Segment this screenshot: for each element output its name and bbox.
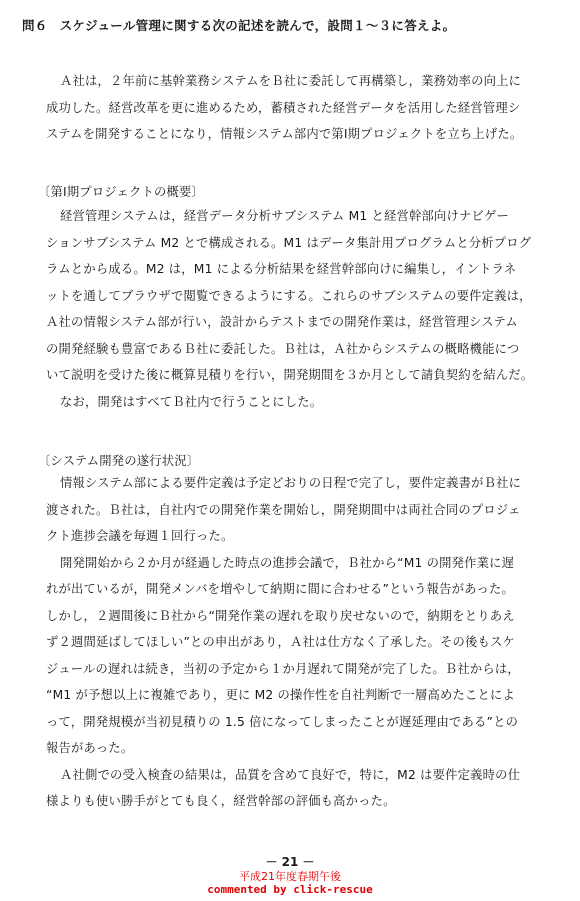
question-title	[22, 16, 455, 34]
intro-line: Ａ社は，２年前に基幹業務システムをＢ社に委託して再構築し，業務効率の向上に	[60, 74, 522, 88]
intro-line: 成功した。経営改革を更に進めるため，蓄積された経営データを活用した経営管理シ	[46, 100, 521, 115]
exam-label: 平成21年度春期午後	[239, 870, 341, 883]
overview-line: ションサブシステム M2 とで構成される。M1 はデータ集計用プログラムと分析プログ	[46, 235, 532, 250]
status-line: ず２週間延ばしてほしい”との申出があり，Ａ社は仕方なく了承した。その後もスケ	[46, 635, 515, 649]
status-line: Ａ社側での受入検査の結果は，品質を含めて良好で，特に，M2 は要件定義時の仕	[60, 767, 521, 782]
credit-label: commented by click-rescue	[207, 883, 373, 896]
section-heading-status: 〔システム開発の遂行状況〕	[38, 454, 200, 468]
overview-line: ットを通してブラウザで閲覧できるようにする。これらのサブシステムの要件定義は，	[46, 288, 532, 303]
intro-line: ステムを開発することになり，情報システム部内で第Ⅰ期プロジェクトを立ち上げた。	[46, 127, 523, 141]
overview-line: なお，開発はすべてＢ社内で行うことにした。	[60, 394, 323, 409]
status-line: 開発開始から２か月が経過した時点の進捗会議で，Ｂ社から“M1 の開発作業に遅	[60, 555, 515, 570]
status-line: しかし，２週間後にＢ社から“開発作業の遅れを取り戻せないので，納期をとりあえ	[46, 608, 515, 623]
overview-paragraph	[46, 203, 560, 415]
overview-line: いて説明を受けた後に概算見積りを行い，開発期間を３か月として請負契約を結んだ。	[46, 368, 534, 382]
status-line: “M1 が予想以上に複雑であり，更に M2 の操作性を自社判断で一層高めたことによ	[46, 688, 515, 702]
status-line: クト進捗会議を毎週１回行った。	[46, 529, 234, 543]
overview-line: ラムとから成る。M2 は，M1 による分析結果を経営幹部向けに編集し，イントラネ	[46, 262, 517, 276]
overview-line: 経営管理システムは，経営データ分析サブシステム M1 と経営幹部向けナビゲー	[60, 209, 509, 223]
status-line: れが出ているが，開発メンバを増やして納期に間に合わせる”という報告があった。	[46, 582, 514, 596]
status-line: 渡された。Ｂ社は，自社内での開発作業を開始し，開発期間中は両社合同のプロジェ	[46, 502, 521, 517]
status-line: 報告があった。	[46, 741, 134, 755]
status-line: ジュールの遅れは続き，当初の予定から１か月遅れて開発が完了した。Ｂ社からは，	[46, 661, 520, 676]
intro-paragraph	[46, 68, 560, 148]
status-line: 様よりも使い勝手がとても良く，経営幹部の評価も高かった。	[46, 794, 396, 808]
status-line: って，開発規模が当初見積りの 1.5 倍になってしまったことが遅延理由である”との	[46, 714, 519, 729]
status-paragraph	[46, 470, 560, 815]
overview-line: の開発経験も豊富であるＢ社に委託した。Ｂ社は，Ａ社からシステムの概略機能につ	[46, 341, 520, 356]
overview-line: Ａ社の情報システム部が行い，設計からテストまでの開発作業は，経営管理システム	[46, 315, 518, 329]
section-heading-overview: 〔第Ⅰ期プロジェクトの概要〕	[38, 185, 205, 199]
page-number: － 21 －	[265, 855, 315, 869]
question-text: スケジュール管理に関する次の記述を読んで，設問１～３に答えよ。	[59, 18, 456, 33]
status-line: 情報システム部による要件定義は予定どおりの日程で完了し，要件定義書がＢ社に	[60, 476, 522, 490]
question-label: 問６	[22, 18, 48, 33]
